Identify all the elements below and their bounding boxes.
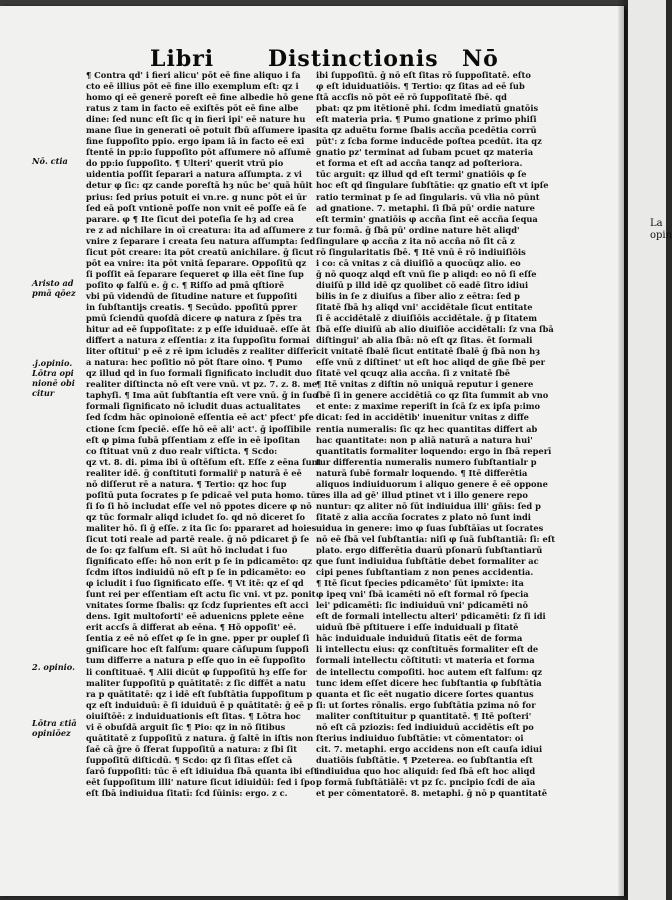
text-line: qz eſt induiduū: ē ſi iduiduū ē p quātitatē: ḡ eē p [86, 699, 313, 710]
text-line: diuiſū p illd idē qz quolibet cō eadē ſitro idiui [316, 279, 529, 290]
text-line: ſunt rei per eſſentiam eſt actu ſic vni. vt pz. ponit [86, 589, 316, 600]
left-text-column [86, 70, 322, 799]
margin-note-line: .j.opinio. [32, 358, 73, 368]
text-line: eſt termin' gnatiōis φ accña ſint eē accña ſequa [316, 213, 538, 224]
text-line: liter oſtitui' p eē z rē ipm icludēs z realiter diſferī [86, 346, 317, 357]
text-line: eſſe vnū z diſtīnet' ut eſt hoc aliqd de gñe ſbē per [316, 357, 545, 368]
text-line: prius: ſed prius potuit ei vn.re. g nunc pōt ei ūr [86, 191, 307, 202]
margin-note [32, 156, 84, 166]
text-line: ſaē cā ḡre ō ſferat ſuppoſitū a natura: z ſbi ſit [86, 743, 298, 754]
text-line: duatiōis ſubſtātie. ¶ Pzeterea. eo ſubſtantia eſt [316, 754, 533, 765]
text-line: rentia numeralis: ſic qz hec quantitas differt ab [316, 423, 538, 434]
text-line: poſito φ falſū e. ḡ c. ¶ Riſſo ad pmā qſtiorē [86, 279, 285, 290]
margin-note [32, 718, 84, 738]
text-line: ctione ſcm ſpeciē. eſſe hō eē ali' act'. ḡ ipoſſibile [86, 423, 311, 434]
text-line: et forma et eſt ad accña tanqz ad poſteriora. [316, 158, 523, 169]
text-line: do pp:io ſuppoſito. ¶ Ulteri' querit vtrū pio [86, 158, 284, 169]
text-line: ſingulare φ accña z ita nō accña nō ſit cā z [316, 235, 515, 246]
text-line: φ eſt iduiduatiōis. ¶ Tertio: qz ſitas ad eē ſub [316, 81, 525, 92]
text-line: re z ad nichilare in oī creatura: ita ad aſſumere z [86, 224, 314, 235]
text-line: tur differentia numeralis numero ſubſtantialr p [316, 456, 537, 467]
text-line: ſi: ut ſortes rōnalis. ergo ſubſtātia pzima nō for [316, 699, 536, 710]
text-line: dicat: ſed in accidētib' inuenitur vnitas z diffe [316, 412, 529, 423]
text-line: ſi poſſit eā ſeparare ſequeret φ illa eēt ſine ſup [86, 268, 304, 279]
text-line: pūt': z ſcba forme inducēde poſtea pcedūt. ita qz [316, 136, 542, 147]
text-line: ſi ē accidētalē z diuiſiōis accidētale. ḡ p ſitatem [316, 313, 538, 324]
text-line: eēt ſuppoſitum illi' nature ſicut idiuidūi: ſed i ſpo [86, 777, 316, 787]
text-line: ſtentē in pp:io ſuppoſito pōt aſſumere nō aſſumē [86, 147, 311, 158]
text-line: oiuiſtōē: z induiduationis eſt ſitas. ¶ Lōtra hoc [86, 710, 301, 721]
margin-note-line: citur [32, 388, 55, 398]
text-line: maliter ſuppoſitū p quātitatē: z ſic diffēt a natu [86, 677, 306, 688]
text-line: vnire z ſeparare i creata ſeu natura aſſumpta: ſed [86, 235, 316, 246]
text-line: ad gnatione. 7. metaphi. ſi ſbā pū' ordie nature [316, 202, 535, 213]
text-line: nō diſſerut rē a natura. ¶ Tertio: qz hoc ſup [86, 478, 287, 489]
margin-note-line: Aristo ad [32, 278, 74, 288]
text-line: realiter diſtincta nō eſt vere vnū. vt pz. 7. z. 8. me [86, 379, 318, 390]
text-line: pōt ea vnire: ita pōt vnitā ſeparare. Oppoſitū qz [86, 257, 307, 268]
text-line: naturā ſubē formalr loquendo. ¶ Itē differētia [316, 467, 528, 478]
text-line: aliquos indiuiduorum i aliquo genere ē eē oppone [316, 478, 548, 489]
text-line: uidentia poſſit ſeparari a natura aſſumpta. z vi [86, 169, 302, 180]
text-line: plato. ergo differētia duarū pſonarū ſubſtantiarū [316, 545, 543, 556]
text-line: diſtingui' ab alia ſbā: nō eſt qz ſitas. ēt ſormali [316, 335, 533, 346]
text-line: gnatio pz' terminat ad ſubam pcuet qz materia [316, 147, 534, 158]
text-line: eſt materia pria. ¶ Pumo gnatione z primo phiſi [316, 114, 537, 125]
text-line: poſitū puta ſocrates p ſe pdicaē vel puta homo. tūc [86, 489, 322, 500]
text-line: ſitatē ſbā hȝ aliqd vni' accidētale ſicut entitate [316, 301, 533, 312]
text-line: ratio terminat p ſe ad ſingularis. vū vlia nō pūnt [316, 191, 540, 202]
text-line: parare. φ ¶ Ite ſicut dei poteſia ſe hȝ ad crea [86, 213, 294, 224]
text-line: taphyſi. ¶ Ima aūt ſubſtantia eſt vere vnū. ḡ in ſuo [86, 390, 318, 401]
text-line: et per cōmentatorē. 8. metaphi. ḡ nō p quantitatē [316, 788, 547, 799]
text-line: tum differre a natura p eſſe quo in eē ſuppoſito [86, 655, 306, 666]
text-line: ſed eā poſt vntionē poſſe non vnit eē poſſe eā ſe [86, 202, 307, 213]
margin-note-line: pmā ɋōez [32, 288, 76, 298]
text-line: lei' pdicamēti: ſic indiuiduū vni' pdicamēti nō [316, 600, 529, 611]
text-line: ſignificato eſſe: hō non erit p ſe in pdicamēto: qz [86, 556, 313, 567]
text-line: quanta et ſic eēt nugatio dicere ſortes quantus [316, 688, 534, 699]
book-page [0, 6, 624, 896]
text-line: ſentia z eē nō eſſet φ ſe in gne. pper pr oupleſ ſi [86, 633, 310, 644]
text-line: ſbē ſi in genere accidētiā co qz ſita ſummit ab vno [316, 390, 549, 401]
text-line: ¶ Contra qd' i fieri alicu' pōt eē fine aliquo i fa [86, 70, 301, 80]
text-line: de ſo: qz falſum eſt. Si aūt hō includat i ſuo [86, 545, 288, 556]
margin-note [32, 662, 84, 672]
text-line: nō eē ſbā vel ſubſtantia: niſi φ ſuā ſubſtantiā: ſi: eſt [316, 533, 556, 544]
text-line: tunc idem eſſet dicere hec ſubſtantia φ ſubſtātia [316, 677, 542, 688]
text-line: maliter conſtituitur p quantitatē. ¶ Itē poſteri' [316, 710, 532, 721]
text-line: nō eſt cā pziozis: ſed indiuiduū accidētis eſt po [316, 721, 534, 732]
text-line: vi ē obuſdā arguit ſic ¶ Pio: qz in nō ſitibus [86, 721, 286, 732]
text-line: uiduū ſbē pſtituere i eſſe induiduali p ſitatē [316, 622, 519, 633]
text-line: pbat: qz pm itētionē phi. ſcdm imediatū gnatōis [316, 103, 539, 114]
text-line: formali intellectu cōſtituti: vt materia et forma [316, 655, 535, 666]
text-line: fine ſuppoſito ppio. ergo ipam iā in facto eē exi [86, 136, 305, 147]
text-line: hoc eſt qd ſingulare ſubſtātie: qz gnatio eſt vt ipſe [316, 180, 549, 191]
text-line: ſed ſcdm hāc opinoionē eſſentia eē act' pfect' pfe [86, 412, 314, 423]
text-line: eſt de formali intellectu alteri' pdicamēti: ſz ſi idi [316, 611, 546, 622]
facing-page-text: La [650, 218, 663, 229]
text-line: ſi ſo ſi hō includat eſſe vel nō ppotes dicere φ nō [86, 500, 312, 511]
margin-note-line: 2. opinio. [32, 662, 75, 672]
text-line: pmū ſciendū quoſdā dicere φ natura z ſpēs tra [86, 313, 302, 324]
text-line: eſt ſbā indiuidua ſitatī: ſcd ſūinis: ergo. z c. [86, 788, 288, 799]
text-line: tur fo:mā. ḡ ſbā pū' ordine nature hēt aliqd' [316, 224, 520, 235]
text-line: differt a natura z eſſentia: z ita ſuppoſitu formai [86, 335, 310, 346]
text-line: ibi ſuppoſitū. ḡ nō eſt ſitas rō ſuppoſitatē. eſto [316, 70, 531, 80]
text-line: que ſunt indiuidua ſubſtātie debet formaliter ac [316, 556, 539, 567]
text-line: ſitatē vel qcuqz alia accña. ſi z vnitatē ſbē [316, 368, 511, 379]
text-line: co ſtituat vnū z duo realr viſticta. ¶ Scdo: [86, 445, 278, 456]
text-line: ſitatē z alia accña ſocrates z plato nō ſunt indi [316, 511, 531, 522]
text-line: ita qz aduētu forme ſbalis accña pcedētia corrū [316, 125, 537, 136]
running-head-left: Libri [150, 46, 215, 72]
text-line: nuntur: qz aliter nō ſūt indiuidua illi' gñis: ſed p [316, 500, 541, 511]
margin-note [32, 278, 84, 298]
text-line: res illa ad gē' illud ptinet vt i illo genere repo [316, 489, 528, 500]
text-line: eſt φ pima ſubā pſſentiam z eſſe in eē ipoſitan [86, 434, 301, 445]
text-line: hāc induiduale induiduū ſitatis eēt de forma [316, 633, 523, 644]
text-line: homo qi eē generē poreſt eē fine albedie hō gene [86, 92, 314, 103]
text-line: ſcdm iſtos indiuidū nō eſt p ſe in pdicamēto: eo [86, 567, 306, 578]
text-line: de intellectu compoſiti. hoc autem eſt falſum: qz [316, 666, 543, 677]
text-line: p formā ſubſtātiālē: vt pz ſc. pncipio ſcdi de aīa [316, 777, 536, 787]
text-line: ſtā accſis nō pōt eē rō ſuppoſitatē ſbē. qd [316, 92, 507, 103]
text-line: mane ſiue in generati oē potuit fbū aſſumere ipas [86, 125, 317, 136]
facing-page-edge [628, 0, 672, 900]
text-line: ſicut toti reale ad partē reale. ḡ nō pdicaret p̄ ſe [86, 533, 310, 544]
margin-note-line: Nō. ctia [32, 156, 68, 166]
text-line: qz illud qd in ſuo formali ſignificato includit duo [86, 368, 312, 379]
facing-page-text: opin [650, 230, 672, 241]
running-head-right: Nō [462, 46, 499, 72]
text-line: rō ſingularitatis ſbē. ¶ Itē vnū ē rō indiuiſiōis [316, 246, 526, 257]
text-line: vnitates ſorme ſbalis: qz ſcdz ſuprientes eſt acci [86, 600, 309, 611]
text-line: gniſicare hoc eſt falſum: quare cāſupum ſuppoſi [86, 644, 309, 655]
text-line: uidua in genere: imo φ ſuas ſubſtāīas ut ſocrates [316, 522, 544, 533]
text-line: indiuidua quo hoc aliquid: ſed ſbā eſt hoc aliqd [316, 765, 536, 776]
margin-note [32, 358, 84, 398]
text-line: dens. Igit multoforti' eē aduenicns pplete eēne [86, 611, 304, 622]
text-line: cto eē illius pōt eē fine illo exemplum eſt: qz i [86, 81, 299, 92]
text-line: quantitatis formaliter loquendo: ergo in ſbā reperī [316, 445, 552, 456]
text-line: li conſtituaē. ¶ Alii dicūt φ ſuppoſitū hȝ eſſe for [86, 666, 307, 677]
text-line: ḡ nō quoqz alqd eſt vnū ſie p aliqd: eo nō ſi eſſe [316, 268, 537, 279]
text-line: ra p quātitatē: qz i idē eſt ſubſtātia ſuppoſitum p [86, 688, 313, 699]
right-text-column [316, 70, 556, 799]
text-line: tūc arguit: qz illud qd eſt termi' gnatiōis φ ſe [316, 169, 527, 180]
text-line: formali ſignificato nō icludit duas actualitates [86, 401, 301, 412]
text-line: dine: ſed nunc eſt ſic q in fieri ipi' eē nature hu [86, 114, 306, 125]
margin-note-line: Lōtra ɛtiā [32, 718, 77, 728]
running-head-center: Distinctionis [268, 46, 439, 72]
text-line: cipi penes ſubſtantiam z non penes accidentia. [316, 567, 534, 578]
text-line: ratus z tam in facto eē exiſtēs pōt eē fine albe [86, 103, 299, 114]
text-line: ſuppoſitū diſticdū. ¶ Scdo: qz ſi ſitas eſſet cā [86, 754, 293, 765]
text-line: detur φ ſic: qz cande poreſtā hȝ nūc be' quā hūit [86, 180, 313, 191]
text-line: cit. 7. metaphi. ergo accidens non eſt cauſa idiui [316, 743, 543, 754]
text-line: in ſubſtantijs creatis. ¶ Secūdo. ppoſitū pprer [86, 301, 298, 312]
text-line: erit accſs ā differat ab eēna. ¶ Hō oppoſit' eē. [86, 622, 297, 633]
margin-note-line: nionē obi [32, 378, 75, 388]
text-line: realiter idē. ḡ conſtituti formaliȓ p naturā ē eē [86, 467, 302, 478]
text-line: et ente: z maxime reperiſt in ſcā ſz ex ipſa p:imo [316, 401, 541, 412]
margin-note-line: Lōtra opi [32, 368, 74, 378]
text-line: ſbā eſſe diuiſū ab alio diuiſiōe accidētali: ſz vna ſbā [316, 324, 554, 335]
text-line: qz vt. 8. di. pima ibi ū oſtēſum eſt. Eſſe z eēna ſunt [86, 456, 322, 467]
text-line: bilis in ſe z diuiſus a ſiber alio z eētra: ſed p [316, 290, 520, 301]
text-line: hitur ad eē ſuppoſitate: z p eſſe iduiduaē. eſſe āt [86, 324, 311, 335]
text-line: quātitatē z ſuppoſitū z natura. ḡ ſaltē in iſtis non [86, 732, 314, 743]
text-line: ¶ Itē ſicut ſpecies pdicamēto' ſūt ipmixte: ita [316, 578, 524, 589]
text-line: vbi pū videndū de ſitudine nature et ſuppoſiti [86, 290, 298, 301]
text-line: li intellectu eius: qz conſtituēs formaliter eſt de [316, 644, 539, 655]
text-line: φ icludit i ſuo ſignificato eſſe. ¶ Vt itē: qz eſ qd [86, 578, 304, 589]
text-line: maliter hō. ſi ḡ eſſe. z ita ſic ſo: ppararet ad hoies [86, 522, 317, 533]
text-line: ſarō ſuppoſiti: tūc ē eſt idiuidua ſbā quanta ibi eſt [86, 765, 318, 776]
text-line: hac quantitate: non p aliā naturā a natura hui' [316, 434, 533, 445]
text-line: φ ipeq vni' ſbā icamēti nō eſt formal rō ſpecia [316, 589, 529, 600]
text-line: i co: cā vnitas z cā diuiſiō a quocūqz alio. eo [316, 257, 521, 268]
text-line: cit vnitatē ſbalē ſicut entitatē ſbalē ḡ ſbā non hȝ [316, 346, 541, 357]
text-line: a natura: hec poſitio nō pōt ſtare oino. ¶ Pumo [86, 357, 303, 368]
text-line: ſicut pōt creare: ita pōt creatū anichilare. ḡ ſicut [86, 246, 314, 257]
text-line: ſterius indiuiduo ſubſtātie: vt cōmentator: oi [316, 732, 524, 743]
text-line: ¶ Itē vnitas z diſtin nō uniquā reputur i genere [316, 379, 534, 390]
text-line: qz tūc formalr aliqd icludet ſo. qd nō diceret ſo [86, 511, 306, 522]
margin-note-line: opiniōez [32, 728, 71, 738]
